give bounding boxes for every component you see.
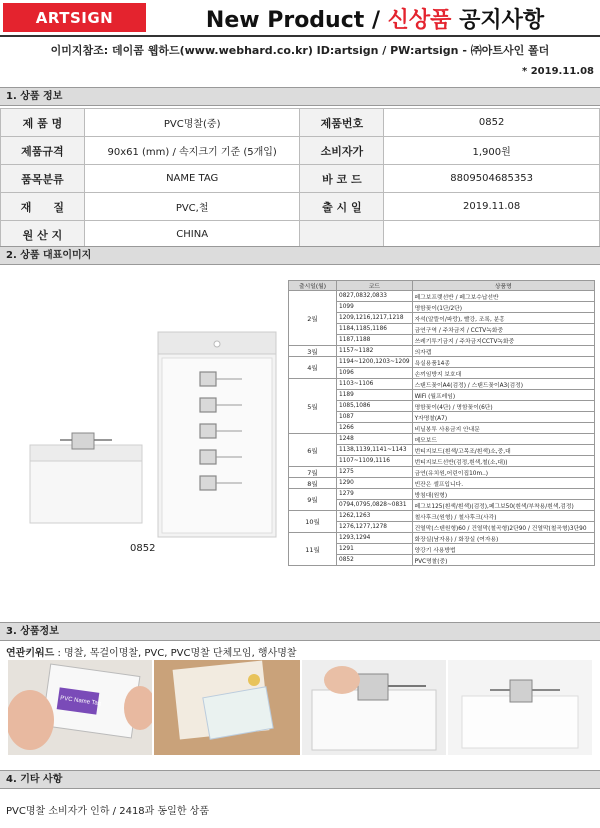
label-name: 제 품 명 xyxy=(1,109,85,137)
value-name: PVC명찰(중) xyxy=(84,109,300,137)
notice-month: 8월 xyxy=(289,478,337,489)
notice-code: 1266 xyxy=(337,423,413,434)
notice-product: 명함꽂이(1단/2단) xyxy=(412,302,594,313)
value-empty xyxy=(384,221,600,249)
notice-code: 1248 xyxy=(337,434,413,445)
notice-product: 비닐봉투 사용금지 안내문 xyxy=(412,423,594,434)
notice-code: 1293,1294 xyxy=(337,533,413,544)
label-empty xyxy=(300,221,384,249)
artsign-logo: ARTSIGN xyxy=(3,3,146,32)
value-category: NAME TAG xyxy=(84,165,300,193)
notice-month: 2월 xyxy=(289,291,337,346)
notice-product: 메모보드 xyxy=(412,434,594,445)
notice-product: 양강기 사용방법 xyxy=(412,544,594,555)
notice-month: 6월 xyxy=(289,434,337,467)
notice-month: 4월 xyxy=(289,357,337,379)
notice-product: 번티지보드선반(검정,흰색,철(소,대)) xyxy=(412,456,594,467)
notice-header-product: 상품명 xyxy=(412,281,594,291)
notice-code: 1276,1277,1278 xyxy=(337,522,413,533)
notice-product: 스탠드꽂이A4(검정) / 스탠드꽂이A3(검정) xyxy=(412,379,594,390)
title-red: 신상품 xyxy=(387,8,452,33)
notice-product: 의자캡 xyxy=(412,346,594,357)
notice-header-code: 코드 xyxy=(337,281,413,291)
notice-row xyxy=(289,346,595,357)
notice-code: 1275 xyxy=(337,467,413,478)
product-photos xyxy=(8,660,592,755)
photo-card-on-table xyxy=(154,660,300,755)
value-price: 1,900원 xyxy=(384,137,600,165)
notice-row xyxy=(289,489,595,500)
notice-product: Y자명찰(A7) xyxy=(412,412,594,423)
header-divider xyxy=(0,35,600,37)
notice-product: 페그보프랫선반 / 페그보수납선반 xyxy=(412,291,594,302)
notice-code: 1138,1139,1141~1143 xyxy=(337,445,413,456)
keywords-text: : 명찰, 목걸이명찰, PVC, PVC명찰 단체모임, 행사명찰 xyxy=(54,648,297,659)
photo-label-name-tag: PVC Name Tag xyxy=(59,695,102,708)
notice-row xyxy=(289,478,595,489)
notice-row xyxy=(289,434,595,445)
notice-product: 손끼임방지 보호대 xyxy=(412,368,594,379)
label-category: 품목분류 xyxy=(1,165,85,193)
title-prefix: New Product / xyxy=(205,8,388,33)
product-info-table xyxy=(0,108,600,249)
notice-code: 0794,0795,0828~0831 xyxy=(337,500,413,511)
notice-product: WiFi (월프레임) xyxy=(412,390,594,401)
photo-clip-detail xyxy=(448,660,592,755)
notice-code: 1187,1188 xyxy=(337,335,413,346)
notice-product: 번티지보드(흰색/고목조/흰색)소,중,대 xyxy=(412,445,594,456)
value-release: 2019.11.08 xyxy=(384,193,600,221)
label-barcode: 바 코 드 xyxy=(300,165,384,193)
notice-row xyxy=(289,379,595,390)
notice-code: 1209,1216,1217,1218 xyxy=(337,313,413,324)
notice-row xyxy=(289,357,595,368)
product-image-code: 0852 xyxy=(130,543,156,554)
keywords-label: 연관키워드 xyxy=(6,648,55,659)
label-price: 소비자가 xyxy=(300,137,384,165)
notice-product: 페그보125(흰색/흰색)(검정),페그보50(흰색/부착용/흰색,검정) xyxy=(412,500,594,511)
notice-product: 자석(알뜰이/파랑), 빨강, 조록, 분홍 xyxy=(412,313,594,324)
notice-product: 명함꽂이(4단) / 명함꽂이(6단) xyxy=(412,401,594,412)
page-title xyxy=(150,3,600,34)
notice-code: 1189 xyxy=(337,390,413,401)
value-material: PVC,철 xyxy=(84,193,300,221)
notice-row xyxy=(289,467,595,478)
notice-product: 욕실용품14종 xyxy=(412,357,594,368)
label-release: 출 시 일 xyxy=(300,193,384,221)
notice-product: 빈잔은 셀프입니다. xyxy=(412,478,594,489)
notice-row xyxy=(289,291,595,302)
label-material: 재 질 xyxy=(1,193,85,221)
section-product-details: 3. 상품정보 xyxy=(0,622,600,641)
header xyxy=(0,0,600,36)
release-notice-table xyxy=(288,280,595,566)
notice-code: 1194~1200,1203~1209 xyxy=(337,357,413,368)
notice-code: 1107~1109,1116 xyxy=(337,456,413,467)
section-main-image: 2. 상품 대표이미지 xyxy=(0,246,600,265)
notice-product: PVC명찰(중) xyxy=(412,555,594,566)
notice-product: 건열막(스텐원형)60 / 건열막(철곡형)2단90 / 건열막(철곡형)3단90 xyxy=(412,522,594,533)
notice-code: 1096 xyxy=(337,368,413,379)
notice-code: 1099 xyxy=(337,302,413,313)
notice-code: 1087 xyxy=(337,412,413,423)
notice-month: 3월 xyxy=(289,346,337,357)
notice-code: 0827,0832,0833 xyxy=(337,291,413,302)
label-no: 제품번호 xyxy=(300,109,384,137)
notice-product: 방침대(원형) xyxy=(412,489,594,500)
notice-product: 화장실(남자용) / 화장실 (여자용) xyxy=(412,533,594,544)
value-spec: 90x61 (mm) / 속지크기 기준 (5개입) xyxy=(84,137,300,165)
notice-month: 11월 xyxy=(289,533,337,566)
product-image xyxy=(20,290,280,550)
notice-header-month: 출시일(월) xyxy=(289,281,337,291)
notice-month: 7월 xyxy=(289,467,337,478)
photo-hand-holding-tag xyxy=(8,660,152,755)
value-origin: CHINA xyxy=(84,221,300,249)
value-no: 0852 xyxy=(384,109,600,137)
notice-product: 철사후크(원형) / 철사후크(사각) xyxy=(412,511,594,522)
section-product-info: 1. 상품 정보 xyxy=(0,87,600,106)
notice-code: 1279 xyxy=(337,489,413,500)
notice-month: 10월 xyxy=(289,511,337,533)
etc-text: PVC명찰 소비자가 인하 / 2418과 동일한 상품 xyxy=(6,806,209,817)
notice-month: 9월 xyxy=(289,489,337,511)
notice-code: 1184,1185,1186 xyxy=(337,324,413,335)
label-origin: 원 산 지 xyxy=(1,221,85,249)
related-keywords xyxy=(6,644,297,659)
notice-code: 1262,1263 xyxy=(337,511,413,522)
notice-month: 5월 xyxy=(289,379,337,434)
value-barcode: 8809504685353 xyxy=(384,165,600,193)
notice-product: 금연구역 / 주차금지 / CCTV녹화중 xyxy=(412,324,594,335)
notice-code: 1291 xyxy=(337,544,413,555)
notice-code: 1103~1106 xyxy=(337,379,413,390)
label-spec: 제품규격 xyxy=(1,137,85,165)
photo-clip-closeup xyxy=(302,660,446,755)
title-suffix: 공지사항 xyxy=(451,8,545,33)
notice-row xyxy=(289,511,595,522)
notice-product: 쓰레기투기금지 / 주차금지CCTV녹화중 xyxy=(412,335,594,346)
notice-date: * 2019.11.08 xyxy=(522,66,594,77)
notice-row xyxy=(289,533,595,544)
section-etc: 4. 기타 사항 xyxy=(0,770,600,789)
notice-product: 금연(유치원,어린이집10m..) xyxy=(412,467,594,478)
notice-code: 1290 xyxy=(337,478,413,489)
notice-code: 0852 xyxy=(337,555,413,566)
notice-code: 1157~1182 xyxy=(337,346,413,357)
notice-code: 1085,1086 xyxy=(337,401,413,412)
image-reference: 이미지참조: 데이콤 웹하드(www.webhard.co.kr) ID:artsign / PW:artsign - ㈜아트사인 폴더 xyxy=(50,44,550,57)
